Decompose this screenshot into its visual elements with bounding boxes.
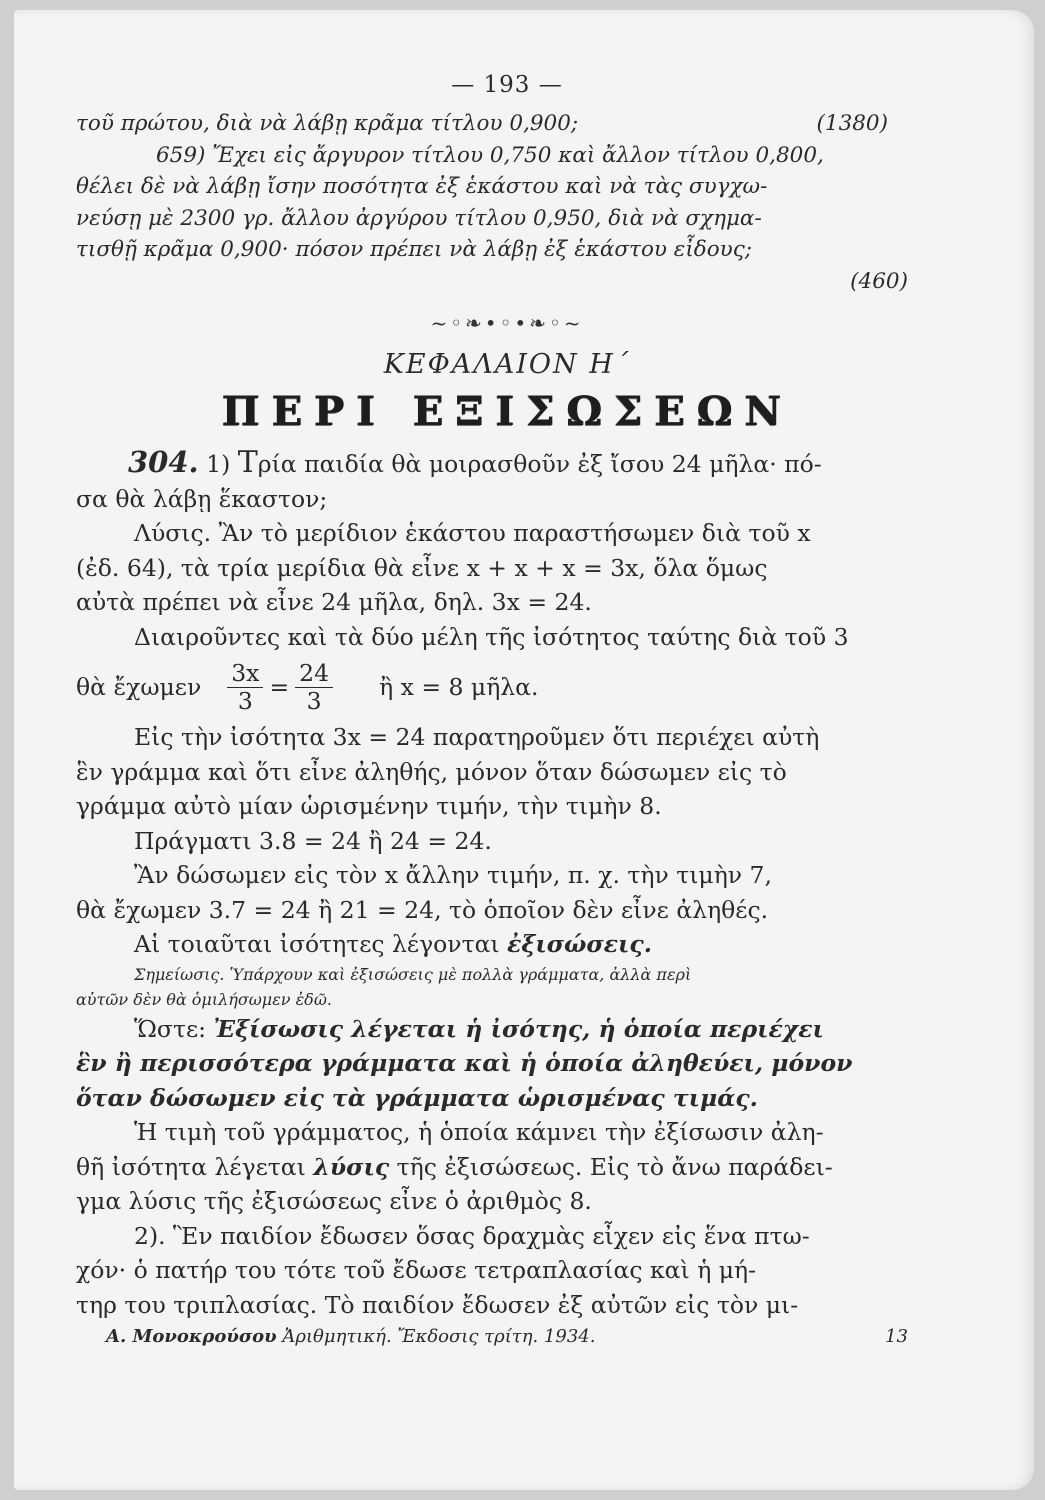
body-line: θὰ ἔχωμεν 3.7 = 24 ἢ 21 = 24, τὸ ὁποῖον δὲν εἶνε ἀληθές. — [76, 895, 769, 924]
denominator: 3 — [237, 686, 253, 715]
section-title: ΠΕΡΙ ΕΞΙΣΩΣΕΩΝ — [221, 388, 793, 435]
definition-line: ὅταν δώσωμεν εἰς τὰ γράμματα ὡρισμένας τιμάς. — [76, 1083, 758, 1112]
solution-def-post: τῆς ἐξισώσεως. Εἰς τὸ ἄνω παράδει- — [396, 1152, 833, 1181]
drop-letter: Τ — [237, 445, 258, 480]
text-line — [76, 108, 938, 140]
fraction-3x-over-3 — [227, 660, 263, 715]
problem-659-line: θέλει δὲ νὰ λάβῃ ἴσην ποσότητα ἐξ ἑκάστου καὶ νὰ τὰς συγχω- — [76, 174, 768, 199]
body-line: ἓν γράμμα καὶ ὅτι εἶνε ἀληθής, μόνον ὅταν δώσωμεν εἰς τὸ — [76, 757, 787, 786]
solution-def-pre: θῆ ἰσότητα λέγεται — [76, 1152, 306, 1181]
problem-continuation: τοῦ πρώτου, διὰ νὰ λάβῃ κρᾶμα τίτλου 0,900; — [76, 111, 579, 136]
body-line: Εἰς τὴν ἰσότητα 3x = 24 παρατηροῦμεν ὅτι περιέχει αὐτὴ — [134, 723, 820, 751]
fraction-prefix: θὰ ἔχωμεν — [76, 673, 202, 701]
body-line: Πράγματι 3.8 = 24 ἢ 24 = 24. — [134, 826, 492, 855]
solution-line: αὐτὰ πρέπει νὰ εἶνε 24 μῆλα, δηλ. 3x = 24. — [76, 588, 592, 616]
equals-sign: = — [269, 673, 290, 701]
equations-intro: Αἱ τοιαῦται ἰσότητες λέγονται — [134, 930, 500, 958]
equations-term: ἐξισώσεις. — [507, 930, 652, 958]
solution-line: Λύσις. Ἂν τὸ μερίδιον ἑκάστου παραστήσωμεν διὰ τοῦ x — [134, 519, 811, 547]
footer-signature: 13 — [885, 1326, 908, 1347]
problem-1-line: σα θὰ λάβῃ ἕκαστον; — [76, 484, 328, 513]
fraction-suffix: ἢ x = 8 μῆλα. — [379, 673, 539, 701]
fraction-equation — [76, 654, 938, 720]
definition-line: ἓν ἢ περισσότερα γράμματα καὶ ἡ ὁποία ἀληθεύει, μόνον — [76, 1049, 853, 1077]
page-content — [76, 72, 938, 1347]
note-line: αὐτῶν δὲν θὰ ὁμιλήσωμεν ἐδῶ. — [76, 989, 332, 1009]
numerator: 3x — [227, 660, 263, 688]
body-line: Ἂν δώσωμεν εἰς τὸν x ἄλλην τιμήν, π. χ. τὴν τιμὴν 7, — [134, 861, 772, 889]
page-number: — 193 — — [451, 72, 563, 98]
book-page — [14, 10, 1034, 1490]
solution-line: Διαιροῦντες καὶ τὰ δύο μέλη τῆς ἰσότητος ταύτης διὰ τοῦ 3 — [134, 622, 849, 651]
solution-line: (ἐδ. 64), τὰ τρία μερίδια θὰ εἶνε x + x + x = 3x, ὅλα ὅμως — [76, 553, 768, 582]
definition-text: Ἐξίσωσις λέγεται ἡ ἰσότης, ἡ ὁποία περιέχει — [213, 1014, 824, 1043]
section-number: 304. — [128, 445, 199, 479]
problem-659-line: τισθῇ κρᾶμα 0,900· πόσον πρέπει νὰ λάβῃ ἐξ ἑκάστου εἶδους; — [76, 237, 753, 262]
page-footer — [76, 1326, 938, 1347]
solution-term: λύσις — [313, 1152, 390, 1181]
body-line: γράμμα αὐτὸ μίαν ὡρισμένην τιμήν, τὴν τιμὴν 8. — [76, 792, 662, 820]
problem-659-line: 659) Ἔχει εἰς ἄργυρον τίτλου 0,750 καὶ ἄλλον τίτλου 0,800, — [156, 142, 824, 168]
denominator: 3 — [306, 686, 322, 715]
chapter-heading: ΚΕΦΑΛΑΙΟΝ Η΄ — [383, 349, 631, 380]
solution-def-line: Ἡ τιμὴ τοῦ γράμματος, ἡ ὁποία κάμνει τὴν ἐξίσωσιν ἀλη- — [134, 1118, 824, 1146]
ornament-divider: ~◦❧•◦•❧◦~ — [430, 311, 584, 335]
footer-citation — [76, 1326, 595, 1347]
numerator: 24 — [295, 660, 333, 688]
definition-prefix: Ὥστε: — [134, 1014, 207, 1043]
problem-1-line — [76, 445, 938, 482]
problem-2-line: 2). Ἓν παιδίον ἔδωσεν ὅσας δραχμὰς εἶχεν εἰς ἕνα πτω- — [134, 1221, 810, 1250]
fraction-24-over-3 — [295, 660, 333, 715]
problem-659-line: νεύσῃ μὲ 2300 γρ. ἄλλου ἀργύρου τίτλου 0,950, διὰ νὰ σχημα- — [76, 205, 762, 231]
footer-book: Ἀριθμητική. Ἔκδοσις τρίτη. 1934. — [282, 1326, 596, 1347]
equations-line — [76, 927, 938, 962]
answer-1380: (1380) — [816, 111, 888, 136]
footer-author: Α. Μονοκρούσου — [106, 1326, 277, 1347]
answer-460: (460) — [850, 268, 908, 294]
note-line: Σημείωσις. Ὑπάρχουν καὶ ἐξισώσεις μὲ πολλὰ γράμματα, ἀλλὰ περὶ — [134, 964, 692, 984]
problem-label: 1) — [206, 450, 231, 478]
solution-def-line: γμα λύσις τῆς ἐξισώσεως εἶνε ὁ ἀριθμὸς 8. — [76, 1187, 592, 1215]
problem-2-line: τηρ του τριπλασίας. Τὸ παιδίον ἔδωσεν ἐξ αὐτῶν εἰς τὸν μι- — [76, 1290, 799, 1319]
problem-text: ρία παιδία θὰ μοιρασθοῦν ἐξ ἴσου 24 μῆλα· πό- — [257, 450, 822, 478]
problem-2-line: χόν· ὁ πατήρ του τότε τοῦ ἔδωσε τετραπλασίας καὶ ἡ μή- — [76, 1256, 757, 1284]
definition-line — [76, 1012, 938, 1047]
solution-def-line — [76, 1150, 938, 1185]
